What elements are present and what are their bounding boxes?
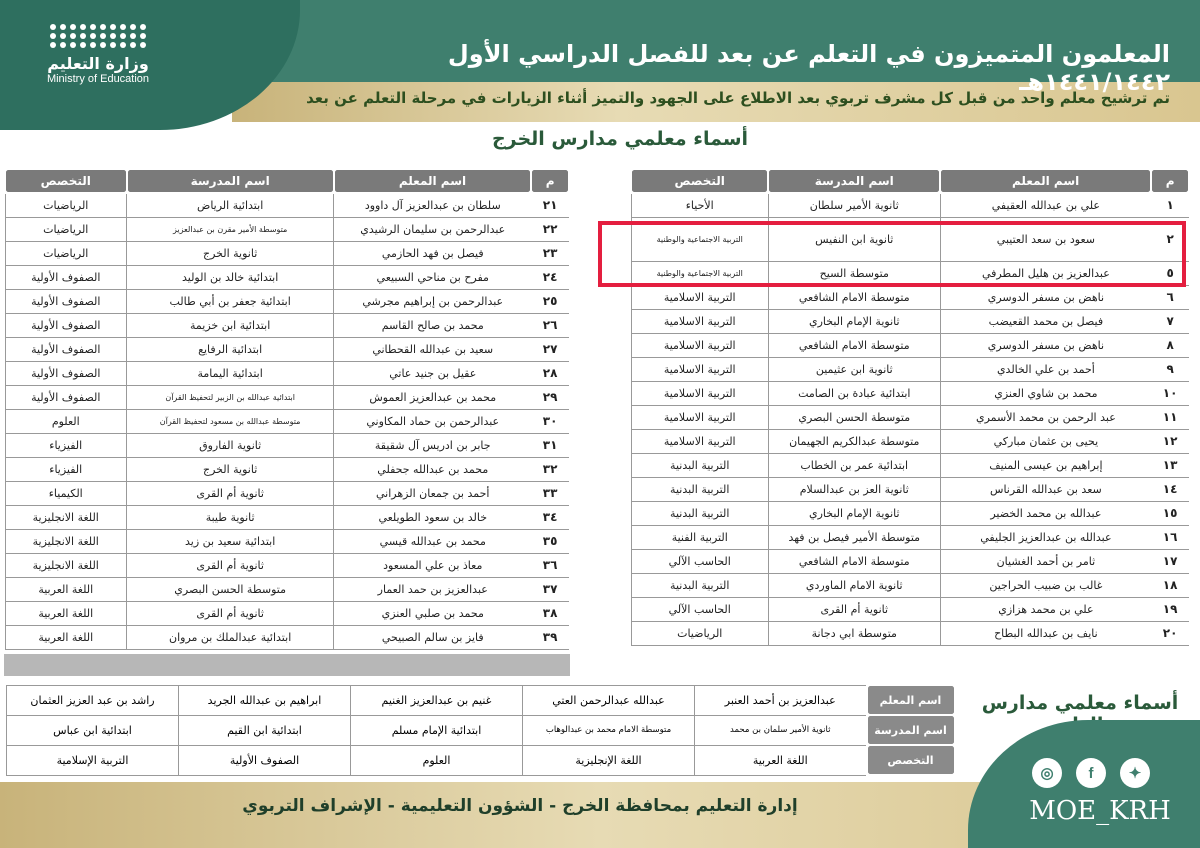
table-row — [631, 405, 1189, 429]
specialization: الصفوف الأولية — [5, 361, 127, 385]
table-row — [5, 217, 569, 241]
school-name: ثانوية ابن عثيمين — [768, 357, 940, 381]
specialization: الصفوف الأولية — [5, 385, 127, 409]
specialization: الرياضيات — [5, 217, 127, 241]
table-row — [5, 553, 569, 577]
teacher-name: سعود بن سعد العتيبي — [940, 217, 1151, 261]
teacher-name: علي بن محمد هزازي — [940, 597, 1151, 621]
school-name: ثانوية أم القرى — [127, 481, 334, 505]
teacher-name: عبدالرحمن بن سليمان الرشيدي — [334, 217, 531, 241]
school-name: ثانوية أم القرى — [127, 601, 334, 625]
row-number: ٦ — [1151, 285, 1189, 309]
school-name: ثانوية الأمير سلطان — [768, 193, 940, 217]
school-name: ثانوية أم القرى — [127, 553, 334, 577]
dilam-cell: التربية الإسلامية — [7, 745, 179, 775]
row-number: ١٦ — [1151, 525, 1189, 549]
table-row — [631, 193, 1189, 217]
dilam-row-label: اسم المعلم — [867, 685, 955, 715]
highlight-box — [598, 221, 1186, 287]
specialization: التربية البدنية — [631, 501, 768, 525]
row-number: ٣٤ — [531, 505, 569, 529]
table-row — [631, 333, 1189, 357]
specialization: الصفوف الأولية — [5, 289, 127, 313]
row-number: ٩ — [1151, 357, 1189, 381]
page-subtitle: تم ترشيح معلم واحد من قبل كل مشرف تربوي بعد الاطلاع على الجهود والتميز أثناء الزيارات في مرحلة التعلم عن بعد — [306, 89, 1170, 107]
teacher-name: يحيى بن عثمان مباركي — [940, 429, 1151, 453]
empty-row-block — [4, 654, 570, 676]
dilam-cell: عبدالله عبدالرحمن العتي — [523, 685, 695, 715]
specialization: التربية الاسلامية — [631, 285, 768, 309]
specialization: التربية الاسلامية — [631, 357, 768, 381]
teacher-name: ثامر بن أحمد الغشيان — [940, 549, 1151, 573]
teacher-name: عبدالرحمن بن إبراهيم مجرشي — [334, 289, 531, 313]
school-name: ابتدائية عبادة بن الصامت — [768, 381, 940, 405]
school-name: ثانوية أم القرى — [768, 597, 940, 621]
specialization: الكيمياء — [5, 481, 127, 505]
row-number: ٢١ — [531, 193, 569, 217]
table-row — [631, 525, 1189, 549]
table-row — [631, 501, 1189, 525]
row-number: ٢ — [1151, 217, 1189, 261]
col-teacher: اسم المعلم — [334, 169, 531, 193]
table-row — [631, 381, 1189, 405]
instagram-icon[interactable]: ◎ — [1032, 758, 1062, 788]
table-row — [631, 621, 1189, 645]
col-school: اسم المدرسة — [127, 169, 334, 193]
school-name: ثانوية الخرج — [127, 457, 334, 481]
specialization: التربية الاسلامية — [631, 309, 768, 333]
row-number: ٢٦ — [531, 313, 569, 337]
dilam-cell: اللغة العربية — [695, 745, 867, 775]
table-row — [631, 357, 1189, 381]
table-row — [631, 309, 1189, 333]
specialization: التربية الاسلامية — [631, 381, 768, 405]
row-number: ٨ — [1151, 333, 1189, 357]
teacher-name: إبراهيم بن عيسى المنيف — [940, 453, 1151, 477]
table-row — [631, 285, 1189, 309]
table-row — [631, 453, 1189, 477]
dilam-cell: راشد بن عبد العزيز العثمان — [7, 685, 179, 715]
dilam-cell: غنيم بن عبدالعزيز الغنيم — [351, 685, 523, 715]
col-spec: التخصص — [631, 169, 768, 193]
teacher-name: سلطان بن عبدالعزيز آل داوود — [334, 193, 531, 217]
specialization: التربية الاسلامية — [631, 333, 768, 357]
row-number: ٧ — [1151, 309, 1189, 333]
specialization: الصفوف الأولية — [5, 337, 127, 361]
table-row — [631, 477, 1189, 501]
specialization: اللغة العربية — [5, 577, 127, 601]
row-number: ٣٩ — [531, 625, 569, 649]
specialization: الحاسب الآلي — [631, 549, 768, 573]
logo-english: Ministry of Education — [46, 73, 150, 85]
teacher-name: فيصل بن محمد القعيضب — [940, 309, 1151, 333]
dilam-cell: ابتدائية الإمام مسلم — [351, 715, 523, 745]
teacher-name: سعد بن عبدالله القرناس — [940, 477, 1151, 501]
table-row — [5, 241, 569, 265]
teacher-name: ناهض بن مسفر الدوسري — [940, 333, 1151, 357]
school-name: متوسطة الحسن البصري — [127, 577, 334, 601]
table-row — [631, 597, 1189, 621]
school-name: متوسطة عبدالكريم الجهيمان — [768, 429, 940, 453]
table-header-row — [631, 169, 1189, 193]
row-number: ٣٨ — [531, 601, 569, 625]
school-name: متوسطة الأمير مقرن بن عبدالعزيز — [127, 217, 334, 241]
school-name: ثانوية الخرج — [127, 241, 334, 265]
specialization: العلوم — [5, 409, 127, 433]
footer-handle: MOE_KRH — [1029, 796, 1171, 826]
row-number: ٢٠ — [1151, 621, 1189, 645]
teacher-name: مفرح بن مناحي السبيعي — [334, 265, 531, 289]
specialization: التربية الاسلامية — [631, 429, 768, 453]
row-number: ٢٣ — [531, 241, 569, 265]
twitter-icon[interactable]: ✦ — [1120, 758, 1150, 788]
table-row — [5, 457, 569, 481]
dilam-cell: عبدالعزيز بن أحمد العنبر — [695, 685, 867, 715]
row-number: ٣٣ — [531, 481, 569, 505]
teacher-name: عبدالعزيز بن حمد العمار — [334, 577, 531, 601]
school-name: ثانوية العز بن عبدالسلام — [768, 477, 940, 501]
school-name: ابتدائية الرفايع — [127, 337, 334, 361]
kharj-section-title: أسماء معلمي مدارس الخرج — [491, 128, 749, 150]
dilam-cell: متوسطة الامام محمد بن عبدالوهاب — [523, 715, 695, 745]
col-num: م — [531, 169, 569, 193]
school-name: ابتدائية سعيد بن زيد — [127, 529, 334, 553]
teacher-name: محمد بن شاوي العنزي — [940, 381, 1151, 405]
dilam-cell: الصفوف الأولية — [179, 745, 351, 775]
school-name: ابتدائية جعفر بن أبي طالب — [127, 289, 334, 313]
school-name: متوسطة الامام الشافعي — [768, 333, 940, 357]
dilam-cell: ابتدائية ابن عباس — [7, 715, 179, 745]
teacher-name: خالد بن سعود الطويلعي — [334, 505, 531, 529]
dilam-row-label: التخصص — [867, 745, 955, 775]
logo-arabic: وزارة التعليم — [47, 54, 149, 73]
specialization: الصفوف الأولية — [5, 313, 127, 337]
row-number: ١٣ — [1151, 453, 1189, 477]
col-school: اسم المدرسة — [768, 169, 940, 193]
table-row — [5, 361, 569, 385]
specialization: التربية الاجتماعية والوطنية — [631, 261, 768, 285]
teacher-name: نايف بن عبدالله البطاح — [940, 621, 1151, 645]
teacher-name: عبدالعزيز بن هليل المطرفي — [940, 261, 1151, 285]
specialization: اللغة الانجليزية — [5, 529, 127, 553]
teacher-name: محمد بن عبدالله قيسي — [334, 529, 531, 553]
school-name: متوسطة الحسن البصري — [768, 405, 940, 429]
logo-dots-icon — [28, 24, 168, 48]
teacher-name: فيصل بن فهد الحازمي — [334, 241, 531, 265]
footer-text: إدارة التعليم بمحافظة الخرج - الشؤون التعليمية - الإشراف التربوي — [242, 796, 798, 816]
specialization: الرياضيات — [631, 621, 768, 645]
row-number: ١ — [1151, 193, 1189, 217]
social-icons — [1032, 758, 1150, 788]
row-number: ٢٤ — [531, 265, 569, 289]
table-row — [5, 193, 569, 217]
specialization: الحاسب الآلي — [631, 597, 768, 621]
school-name: متوسطة الأمير فيصل بن فهد — [768, 525, 940, 549]
left-table-body — [5, 193, 569, 649]
specialization: اللغة العربية — [5, 601, 127, 625]
row-number: ١٥ — [1151, 501, 1189, 525]
row-number: ٣١ — [531, 433, 569, 457]
school-name: ابتدائية ابن خزيمة — [127, 313, 334, 337]
teacher-name: جابر بن ادريس آل شقيقة — [334, 433, 531, 457]
row-number: ٢٨ — [531, 361, 569, 385]
teacher-name: محمد بن صلبي العنزي — [334, 601, 531, 625]
teacher-name: عبدالله بن محمد الخضير — [940, 501, 1151, 525]
specialization: الصفوف الأولية — [5, 265, 127, 289]
school-name: ثانوية الفاروق — [127, 433, 334, 457]
teacher-name: أحمد بن علي الخالدي — [940, 357, 1151, 381]
row-number: ١٤ — [1151, 477, 1189, 501]
table-header-row — [5, 169, 569, 193]
specialization: التربية البدنية — [631, 477, 768, 501]
specialization: التربية البدنية — [631, 453, 768, 477]
table-row — [5, 385, 569, 409]
facebook-icon[interactable]: f — [1076, 758, 1106, 788]
row-number: ٢٩ — [531, 385, 569, 409]
dilam-cell: اللغة الإنجليزية — [523, 745, 695, 775]
school-name: متوسطة ابي دجانة — [768, 621, 940, 645]
table-row — [5, 337, 569, 361]
table-row — [631, 573, 1189, 597]
dilam-cell: ابراهيم بن عبدالله الجريد — [179, 685, 351, 715]
dilam-row — [7, 745, 955, 775]
school-name: ثانوية الإمام البخاري — [768, 309, 940, 333]
row-number: ١٢ — [1151, 429, 1189, 453]
col-teacher: اسم المعلم — [940, 169, 1151, 193]
school-name: ابتدائية اليمامة — [127, 361, 334, 385]
dilam-cell: ثانوية الأمير سلمان بن محمد — [695, 715, 867, 745]
school-name: ابتدائية الرياض — [127, 193, 334, 217]
table-row — [5, 577, 569, 601]
table-row — [631, 549, 1189, 573]
teacher-name: محمد بن عبدالعزيز العموش — [334, 385, 531, 409]
table-row — [5, 433, 569, 457]
row-number: ١٧ — [1151, 549, 1189, 573]
row-number: ١٠ — [1151, 381, 1189, 405]
specialization: التربية الاسلامية — [631, 405, 768, 429]
page-title: المعلمون المتميزون في التعلم عن بعد للفصل الدراسي الأول ١٤٤١/١٤٤٢هـ — [447, 40, 1170, 96]
teacher-name: أحمد بن جمعان الزهراني — [334, 481, 531, 505]
teacher-name: عقيل بن جنيد عاتي — [334, 361, 531, 385]
row-number: ٢٧ — [531, 337, 569, 361]
teacher-name: عبدالرحمن بن حماد المكاوني — [334, 409, 531, 433]
table-row — [5, 601, 569, 625]
dilam-table — [6, 684, 956, 776]
specialization: الفيزياء — [5, 433, 127, 457]
table-row — [5, 625, 569, 649]
row-number: ٢٢ — [531, 217, 569, 241]
table-row — [5, 481, 569, 505]
col-num: م — [1151, 169, 1189, 193]
specialization: التربية الاجتماعية والوطنية — [631, 217, 768, 261]
school-name: ابتدائية عمر بن الخطاب — [768, 453, 940, 477]
row-number: ٣٦ — [531, 553, 569, 577]
teacher-name: ناهض بن مسفر الدوسري — [940, 285, 1151, 309]
table-row — [5, 505, 569, 529]
dilam-cell: ابتدائية ابن القيم — [179, 715, 351, 745]
school-name: متوسطة الامام الشافعي — [768, 285, 940, 309]
specialization: الفيزياء — [5, 457, 127, 481]
row-number: ٢٥ — [531, 289, 569, 313]
row-number: ٣٠ — [531, 409, 569, 433]
table-row — [5, 313, 569, 337]
teacher-name: سعيد بن عبدالله القحطاني — [334, 337, 531, 361]
table-row — [5, 265, 569, 289]
school-name: ابتدائية خالد بن الوليد — [127, 265, 334, 289]
teacher-name: غالب بن ضبيب الحراجين — [940, 573, 1151, 597]
table-row — [5, 409, 569, 433]
school-name: ثانوية طيبة — [127, 505, 334, 529]
dilam-row — [7, 715, 955, 745]
dilam-row — [7, 685, 955, 715]
specialization: الرياضيات — [5, 193, 127, 217]
school-name: ثانوية ابن النفيس — [768, 217, 940, 261]
row-number: ١٩ — [1151, 597, 1189, 621]
teacher-name: محمد بن عبدالله جحفلي — [334, 457, 531, 481]
table-row — [5, 529, 569, 553]
specialization: الرياضيات — [5, 241, 127, 265]
specialization: التربية البدنية — [631, 573, 768, 597]
row-number: ٥ — [1151, 261, 1189, 285]
specialization: اللغة الانجليزية — [5, 553, 127, 577]
school-name: ابتدائية عبدالله بن الزبير لتحفيظ القرآن — [127, 385, 334, 409]
row-number: ١١ — [1151, 405, 1189, 429]
left-teachers-table — [4, 168, 570, 650]
table-row — [631, 429, 1189, 453]
school-name: متوسطة عبدالله بن مسعود لتحفيظ القرآن — [127, 409, 334, 433]
row-number: ١٨ — [1151, 573, 1189, 597]
school-name: ثانوية الامام الماوردي — [768, 573, 940, 597]
school-name: ابتدائية عبدالملك بن مروان — [127, 625, 334, 649]
col-spec: التخصص — [5, 169, 127, 193]
school-name: متوسطة الامام الشافعي — [768, 549, 940, 573]
table-row — [5, 289, 569, 313]
teacher-name: عبد الرحمن بن محمد الأسمري — [940, 405, 1151, 429]
dilam-section-title: أسماء معلمي مدارس — [981, 692, 1179, 714]
specialization: اللغة الانجليزية — [5, 505, 127, 529]
row-number: ٣٢ — [531, 457, 569, 481]
teacher-name: فايز بن سالم الصبيحي — [334, 625, 531, 649]
specialization: التربية الفنية — [631, 525, 768, 549]
dilam-cell: العلوم — [351, 745, 523, 775]
school-name: ثانوية الإمام البخاري — [768, 501, 940, 525]
teacher-name: علي بن عبدالله العقيفي — [940, 193, 1151, 217]
specialization: اللغة العربية — [5, 625, 127, 649]
specialization: الأحياء — [631, 193, 768, 217]
school-name: متوسطة السيح — [768, 261, 940, 285]
teacher-name: عبدالله بن عبدالعزيز الجليفي — [940, 525, 1151, 549]
row-number: ٣٧ — [531, 577, 569, 601]
teacher-name: معاذ بن علي المسعود — [334, 553, 531, 577]
ministry-logo — [28, 18, 168, 118]
dilam-row-label: اسم المدرسة — [867, 715, 955, 745]
row-number: ٣٥ — [531, 529, 569, 553]
teacher-name: محمد بن صالح القاسم — [334, 313, 531, 337]
